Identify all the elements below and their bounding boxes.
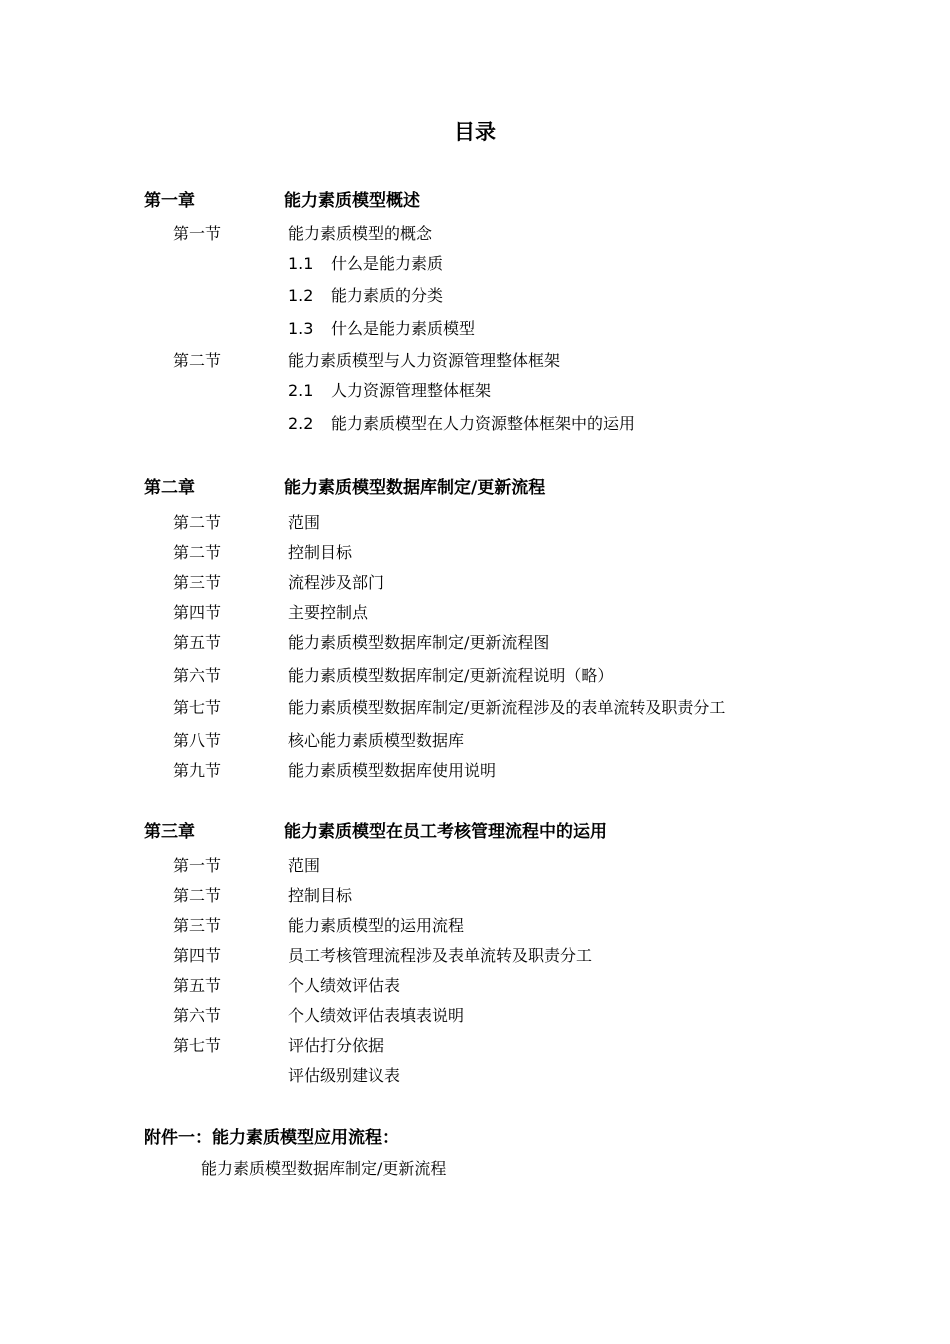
toc-section <box>0 759 950 783</box>
toc-section <box>0 696 950 720</box>
section-title: 能力素质模型数据库使用说明 <box>288 761 497 780</box>
subsection-title: 能力素质的分类 <box>331 286 444 305</box>
section-label: 第五节 <box>173 633 222 652</box>
section-title: 流程涉及部门 <box>288 573 385 592</box>
chapter-label: 第一章 <box>144 191 195 211</box>
chapter-label: 第二章 <box>144 478 195 498</box>
toc-subsection <box>0 412 950 436</box>
toc-section <box>0 974 950 998</box>
section-label: 第五节 <box>173 976 222 995</box>
section-label: 第七节 <box>173 698 222 717</box>
section-title: 能力素质模型的概念 <box>288 224 433 243</box>
subsection-number: 1.3 <box>288 319 314 338</box>
appendix-item-row <box>0 1157 950 1181</box>
section-title: 个人绩效评估表填表说明 <box>288 1006 465 1025</box>
section-label: 第八节 <box>173 731 222 750</box>
toc-section <box>0 601 950 625</box>
section-title: 核心能力素质模型数据库 <box>288 731 465 750</box>
section-title: 能力素质模型与人力资源管理整体框架 <box>288 351 561 370</box>
chapter-title: 能力素质模型概述 <box>284 191 420 211</box>
section-label: 第一节 <box>173 856 222 875</box>
section-title: 员工考核管理流程涉及表单流转及职责分工 <box>288 946 593 965</box>
section-title: 范围 <box>288 513 321 532</box>
section-title: 能力素质模型数据库制定/更新流程说明（略） <box>288 666 614 685</box>
section-label: 第二节 <box>173 513 222 532</box>
section-label: 第二节 <box>173 886 222 905</box>
section-label: 第七节 <box>173 1036 222 1055</box>
appendix-heading: 附件一：能力素质模型应用流程： <box>144 1128 399 1148</box>
toc-section <box>0 1004 950 1028</box>
section-label: 第二节 <box>173 351 222 370</box>
toc-section <box>0 914 950 938</box>
toc-section <box>0 511 950 535</box>
subsection-title: 人力资源管理整体框架 <box>331 381 492 400</box>
toc-subsection <box>0 379 950 403</box>
section-title: 评估级别建议表 <box>288 1066 401 1085</box>
toc-section <box>0 541 950 565</box>
section-label: 第四节 <box>173 946 222 965</box>
page-title: 目录 <box>454 120 496 144</box>
section-label: 第三节 <box>173 573 222 592</box>
subsection-title: 能力素质模型在人力资源整体框架中的运用 <box>331 414 636 433</box>
toc-section <box>0 884 950 908</box>
toc-subsection <box>0 284 950 308</box>
toc-section <box>0 1034 950 1058</box>
section-title: 能力素质模型的运用流程 <box>288 916 465 935</box>
section-label: 第九节 <box>173 761 222 780</box>
subsection-title: 什么是能力素质 <box>331 254 444 273</box>
toc-section <box>0 729 950 753</box>
subsection-number: 2.1 <box>288 381 314 400</box>
chapter-label: 第三章 <box>144 822 195 842</box>
section-title: 主要控制点 <box>288 603 369 622</box>
chapter-heading <box>0 189 950 213</box>
section-title: 范围 <box>288 856 321 875</box>
section-label: 第六节 <box>173 1006 222 1025</box>
appendix-heading-row <box>0 1126 950 1150</box>
section-title: 控制目标 <box>288 543 353 562</box>
toc-subsection <box>0 317 950 341</box>
section-label: 第三节 <box>173 916 222 935</box>
toc-section <box>0 222 950 246</box>
toc-section <box>0 631 950 655</box>
toc-subsection <box>0 252 950 276</box>
toc-section <box>0 854 950 878</box>
section-title: 个人绩效评估表 <box>288 976 401 995</box>
toc-section <box>0 571 950 595</box>
section-title: 控制目标 <box>288 886 353 905</box>
chapter-heading <box>0 476 950 500</box>
section-title: 能力素质模型数据库制定/更新流程涉及的表单流转及职责分工 <box>288 698 726 717</box>
section-title: 评估打分依据 <box>288 1036 385 1055</box>
section-label: 第六节 <box>173 666 222 685</box>
chapter-title: 能力素质模型在员工考核管理流程中的运用 <box>284 822 607 842</box>
subsection-title: 什么是能力素质模型 <box>331 319 476 338</box>
chapter-heading <box>0 820 950 844</box>
section-label: 第四节 <box>173 603 222 622</box>
appendix-item: 能力素质模型数据库制定/更新流程 <box>201 1159 447 1178</box>
toc-section <box>0 349 950 373</box>
section-label: 第一节 <box>173 224 222 243</box>
toc-section <box>0 664 950 688</box>
toc-section <box>0 1064 950 1088</box>
subsection-number: 1.1 <box>288 254 314 273</box>
subsection-number: 1.2 <box>288 286 314 305</box>
subsection-number: 2.2 <box>288 414 314 433</box>
section-title: 能力素质模型数据库制定/更新流程图 <box>288 633 550 652</box>
section-label: 第二节 <box>173 543 222 562</box>
chapter-title: 能力素质模型数据库制定/更新流程 <box>284 478 546 498</box>
toc-section <box>0 944 950 968</box>
